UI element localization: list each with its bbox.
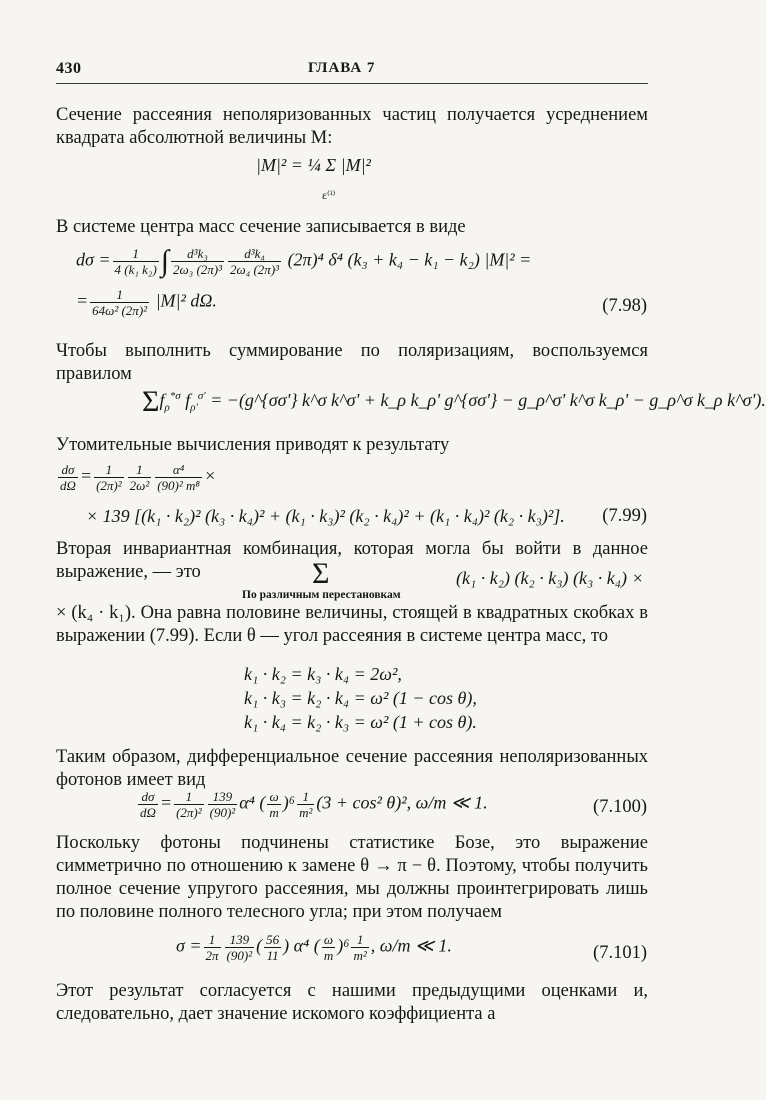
paragraph-bose: Поскольку фотоны подчинены статистике Бозе, это выражение симметрично по отношению к замене θ → π − θ. Поэтому, чтобы получить полное сечение упругого рассеяния, мы должны проинтегрировать лишь по половине полного телесного угла; при этом получаем bbox=[56, 833, 648, 922]
equation-total: σ = $\frac{1}{2\pi}$ $\frac{139}{\text{(90)²}}$ ( $\frac{56}{11}$ ) α⁴ ( $\frac{\omega}{m}$ )⁶ $\frac{1}{\text{m²}}$ , ω/m ≪ 1. bbox=[176, 932, 452, 963]
equation-permutation-sum: Σ bbox=[312, 556, 330, 590]
equation-average bbox=[256, 155, 371, 176]
equation-number-7-101: (7.101) bbox=[593, 943, 647, 963]
equation-dsigma-line2: = $\frac{1}{\text{64ω² (2π)²}}$ |M|² dΩ. bbox=[76, 287, 217, 318]
paragraph-invariant-start: Вторая инвариантная комбинация, которая могла бы войти в данное выражение, — это bbox=[56, 539, 648, 582]
equation-result-line1: $\frac{d\sigma}{d\Omega}$ = $\frac{1}{\text{(2π)²}}$ $\frac{1}{\text{2ω²}}$ $\frac{\text{α⁴}}{\text{(90)² m⁸}}$ × bbox=[60, 462, 217, 493]
equation-dsigma-line2-text: |M|² dΩ. bbox=[155, 290, 217, 311]
equation-average-text: |M|² = ¼ Σ |M|² bbox=[256, 155, 371, 175]
equation-average-subscript: ε⁽ⁱ⁾ bbox=[322, 188, 336, 202]
equation-differential-tail: (3 + cos² θ)², ω/m ≪ 1. bbox=[316, 792, 488, 813]
equation-polarization-sum-text: (g^{σσ'} k^σ k^σ' + k_ρ k_ρ' g^{σσ'} − g_ρ^σ' k^σ k_ρ' − g_ρ^σ k_ρ k^σ'). bbox=[238, 390, 766, 410]
paragraph-cm-frame: В системе центра масс сечение записывается в виде bbox=[56, 217, 466, 237]
equation-relation-1: k₁ · k₂ = k₃ · k₄ = 2ω², bbox=[244, 664, 402, 684]
page-number: 430 bbox=[56, 60, 82, 77]
equation-dsigma-line1: dσ = $\frac{1}{\text{4 (k₁ k₂)}}$ ∫ $\frac{\text{d³k₃}}{\text{2ω₃ (2π)³}}$ $\frac{\text{d³k₄}}{\text{2ω₄ (2π)³}}$ (2π)⁴ δ⁴ (k₃ + k₄ − k₁ − k₂) |M|² = bbox=[76, 244, 532, 278]
equation-number-7-100: (7.100) bbox=[593, 797, 647, 817]
equation-polarization-sum: $\Sigma f_\rho^{*\sigma}$ $f_{\rho'}^{\sigma'}$ = −(g^{σσ'} k^σ k^σ' + k_ρ k_ρ' g^{σσ'} − g_ρ^σ' k^σ k_ρ' − g_ρ^σ k_ρ k^σ'). bbox=[142, 384, 766, 418]
equation-total-tail: , ω/m ≪ 1. bbox=[370, 935, 452, 956]
equation-relation-2: k₁ · k₃ = k₂ · k₄ = ω² (1 − cos θ), bbox=[244, 688, 477, 708]
equation-differential: $\frac{d\sigma}{d\Omega}$ = $\frac{1}{\text{(2π)²}}$ $\frac{139}{\text{(90)²}}$ α⁴ ( $\frac{\omega}{m}$ )⁶ $\frac{1}{\text{m²}}$ (3 + cos² θ)², ω/m ≪ 1. bbox=[140, 789, 488, 820]
paragraph-conclusion: Этот результат согласуется с нашими предыдущими оценками и, следовательно, дает значение искомого коэффициента a bbox=[56, 981, 648, 1024]
header-rule bbox=[56, 83, 648, 84]
paragraph-invariant-end: × (k₄ · k₁). Она равна половине величины, стоящей в квадратных скобках в выражении (7.99). Если θ — угол рассеяния в системе центра масс, то bbox=[56, 603, 648, 646]
equation-permutation-term: (k₁ · k₂) (k₂ · k₃) (k₃ · k₄) × bbox=[456, 568, 644, 588]
equation-number-7-98: (7.98) bbox=[602, 296, 647, 316]
paragraph-intro: Сечение рассеяния неполяризованных частиц получается усреднением квадрата абсолютной величины M: bbox=[56, 105, 648, 148]
paragraph-result: Утомительные вычисления приводят к результату bbox=[56, 435, 450, 455]
chapter-title: ГЛАВА 7 bbox=[308, 60, 376, 76]
equation-dsigma-tail: (2π)⁴ δ⁴ (k₃ + k₄ − k₁ − k₂) |M|² = bbox=[287, 249, 532, 270]
paragraph-differential: Таким образом, дифференциальное сечение рассеяния неполяризованных фотонов имеет вид bbox=[56, 747, 648, 790]
equation-number-7-99: (7.99) bbox=[602, 506, 647, 526]
equation-result-line2: × 139 [(k₁ · k₂)² (k₃ · k₄)² + (k₁ · k₃)² (k₂ · k₄)² + (k₁ · k₄)² (k₂ · k₃)²]. bbox=[86, 506, 565, 526]
equation-relation-3: k₁ · k₄ = k₂ · k₃ = ω² (1 + cos θ). bbox=[244, 712, 477, 732]
paragraph-polarization: Чтобы выполнить суммирование по поляризациям, воспользуемся правилом bbox=[56, 341, 648, 384]
permutation-label: По различным перестановкам bbox=[242, 589, 401, 601]
